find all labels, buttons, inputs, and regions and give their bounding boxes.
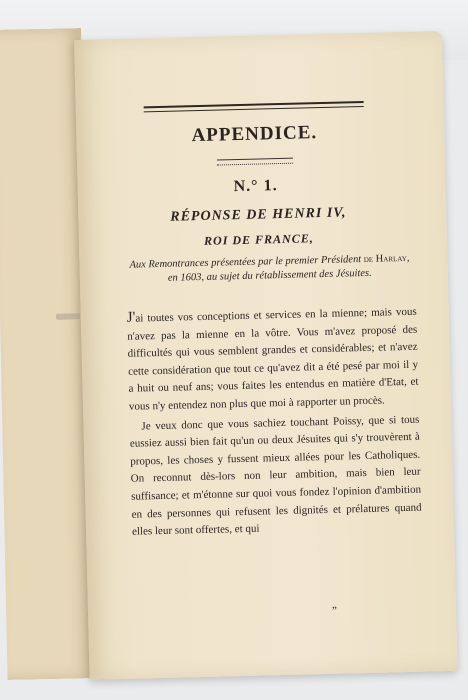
drop-cap: J' (126, 309, 136, 326)
intro-text (127, 252, 412, 287)
paragraph-2: Je veux donc que vous sachiez touchant Poissy, que si tous eussiez aussi bien fait qu'un ou deux Jésuites qui s'y trouvèrent à propos, les choses y fussent mieux allées pour les Catholiques. On reconnut dès-lors non leur ambition, mais bien leur suffisance; et m'étonne sur quoi vous fondez l'opinion d'ambition en des personnes qui refusent les dignités et prélatures quand elles leur sont offertes, et qui (129, 413, 422, 538)
intro-tail: , en 1603, au sujet du rétablissement des Jésuites. (167, 252, 410, 284)
intro-name: de Harlay (363, 252, 407, 265)
paragraph-1 (127, 304, 419, 417)
section-subheading: ROI DE FRANCE, (203, 231, 314, 248)
left-page-mark (56, 313, 80, 320)
section-number: N.° 1. (233, 177, 278, 196)
document-page (74, 31, 458, 680)
section-heading: RÉPONSE DE HENRI IV, (170, 205, 347, 225)
title-ornament (217, 158, 293, 166)
paragraph-1-text: ai toutes vos conceptions et services en la mienne; mais vous n'avez pas la mienne en la vôtre. Vous m'avez proposé des difficultés qui vous semblent grandes et considérables; et n'avez cette considération que tout ce qu'avez dit a été pesé par moi il y a huit ou neuf ans; vous faites les entendus en matière d'Etat, et vous n'y entendez non plus que moi à rapporter un procès. (127, 305, 419, 413)
body-text (127, 304, 423, 544)
intro-lead: Aux Remontrances présentées par le premier Président (129, 254, 362, 271)
catchword: „ (331, 598, 337, 611)
page-title: APPENDICE. (191, 122, 318, 147)
